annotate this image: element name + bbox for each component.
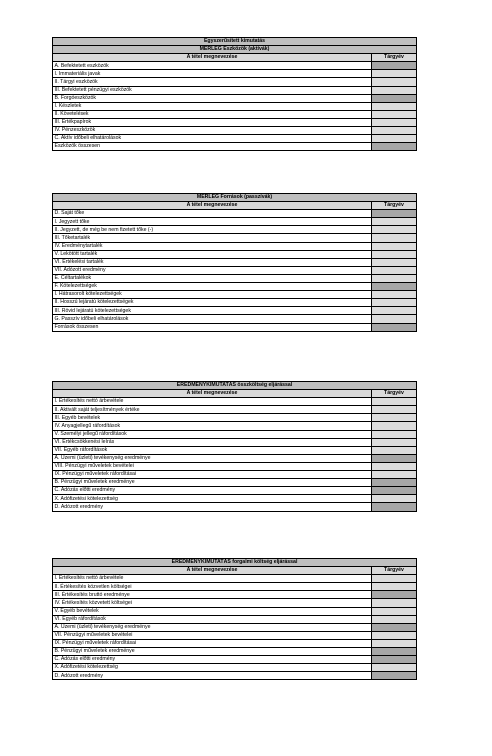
current-year-value-cell[interactable] (372, 446, 417, 454)
row-label: I. Készletek (53, 102, 372, 110)
row-label: E. Céltartalékok (53, 274, 372, 282)
table-row (53, 454, 417, 462)
row-label: F. Kötelezettségek (53, 283, 372, 291)
table-row (53, 398, 417, 406)
row-label: C. Adózás előtti eredmény (53, 656, 372, 664)
table-row (53, 86, 417, 94)
table-row (53, 274, 417, 282)
current-year-value-cell[interactable] (372, 291, 417, 299)
table-title-row (53, 382, 417, 390)
current-year-value-cell[interactable] (372, 487, 417, 495)
current-year-value-cell[interactable] (372, 118, 417, 126)
table-row (53, 503, 417, 511)
current-year-value-cell[interactable] (372, 234, 417, 242)
current-year-value-cell[interactable] (372, 454, 417, 462)
table-row (53, 495, 417, 503)
table-row (53, 623, 417, 631)
row-label: III. Egyéb bevételek (53, 414, 372, 422)
current-year-value-cell[interactable] (372, 599, 417, 607)
current-year-value-cell[interactable] (372, 127, 417, 135)
income-statement-total-cost-table (52, 381, 417, 512)
table-title-row (53, 559, 417, 567)
row-label: I. Értékesítés nettó árbevétele (53, 398, 372, 406)
row-label: III. Értékesítés bruttó eredménye (53, 591, 372, 599)
current-year-value-cell[interactable] (372, 315, 417, 323)
column-header-item-name: A tétel megnevezése (53, 54, 372, 62)
table-title: EREDMÉNYKIMUTATÁS forgalmi költség eljárással (53, 559, 417, 567)
table-row (53, 672, 417, 680)
table-row (53, 430, 417, 438)
row-label: IV. Anyagjellegű ráfordítások (53, 422, 372, 430)
row-label: IV. Eredménytartalék (53, 242, 372, 250)
row-label: VII. Egyéb ráfordítások (53, 446, 372, 454)
table-row (53, 591, 417, 599)
current-year-value-cell[interactable] (372, 307, 417, 315)
table-row (53, 94, 417, 102)
row-label: II. Jegyzett, de még be nem fizetett tőke (-) (53, 226, 372, 234)
table-row (53, 258, 417, 266)
column-header-row (53, 390, 417, 398)
row-label: A. Befektetett eszközök (53, 62, 372, 70)
current-year-value-cell[interactable] (372, 266, 417, 274)
table-row (53, 283, 417, 291)
current-year-value-cell[interactable] (372, 283, 417, 291)
row-label: VI. Egyéb ráfordítások (53, 615, 372, 623)
table-row (53, 615, 417, 623)
table-title-row (53, 194, 417, 202)
row-label: VI. Értékelési tartalék (53, 258, 372, 266)
row-label: VIII. Pénzügyi műveletek bevételei (53, 462, 372, 470)
column-header-current-year: Tárgyév (372, 390, 417, 398)
row-label: VII. Pénzügyi műveletek bevételei (53, 631, 372, 639)
table-row (53, 78, 417, 86)
current-year-value-cell[interactable] (372, 70, 417, 78)
current-year-value-cell[interactable] (372, 495, 417, 503)
current-year-value-cell[interactable] (372, 479, 417, 487)
current-year-value-cell[interactable] (372, 438, 417, 446)
table-row (53, 266, 417, 274)
column-header-current-year: Tárgyév (372, 567, 417, 575)
table-row (53, 307, 417, 315)
row-label: B. Forgóeszközök (53, 94, 372, 102)
current-year-value-cell[interactable] (372, 86, 417, 94)
table-row (53, 102, 417, 110)
table-row (53, 135, 417, 143)
current-year-value-cell[interactable] (372, 94, 417, 102)
row-label: II. Hosszú lejáratú kötelezettségek (53, 299, 372, 307)
row-label: I. Értékesítés nettó árbevétele (53, 575, 372, 583)
row-label: IV. Értékesítés közvetett költségei (53, 599, 372, 607)
table-title: Egyszerűsített kimutatás (53, 38, 417, 46)
current-year-value-cell[interactable] (372, 143, 417, 151)
column-header-row (53, 54, 417, 62)
table-row (53, 656, 417, 664)
table-row (53, 487, 417, 495)
table-row (53, 664, 417, 672)
current-year-value-cell[interactable] (372, 648, 417, 656)
row-label: D. Adózott eredmény (53, 672, 372, 680)
current-year-value-cell[interactable] (372, 503, 417, 511)
column-header-item-name: A tétel megnevezése (53, 567, 372, 575)
row-label: B. Pénzügyi műveletek eredménye (53, 479, 372, 487)
row-label: X. Adófizetési kötelezettség (53, 664, 372, 672)
column-header-item-name: A tétel megnevezése (53, 390, 372, 398)
row-label: III. Értékpapírok (53, 118, 372, 126)
current-year-value-cell[interactable] (372, 398, 417, 406)
current-year-value-cell[interactable] (372, 406, 417, 414)
table-row (53, 422, 417, 430)
table-row (53, 414, 417, 422)
row-label: V. Lekötött tartalék (53, 250, 372, 258)
table-row (53, 234, 417, 242)
current-year-value-cell[interactable] (372, 299, 417, 307)
row-label: III. Tőketartalék (53, 234, 372, 242)
table-title: MÉRLEG Források (passzívák) (53, 194, 417, 202)
row-label: X. Adófizetési kötelezettség (53, 495, 372, 503)
table-row (53, 315, 417, 323)
table-row (53, 143, 417, 151)
row-label: D. Saját tőke (53, 210, 372, 218)
row-label: G. Passzív időbeli elhatárolások (53, 315, 372, 323)
table-row (53, 648, 417, 656)
table-row (53, 438, 417, 446)
balance-sheet-assets-table (52, 37, 417, 151)
row-label: III. Befektetett pénzügyi eszközök (53, 86, 372, 94)
current-year-value-cell[interactable] (372, 639, 417, 647)
current-year-value-cell[interactable] (372, 242, 417, 250)
row-label: B. Pénzügyi műveletek eredménye (53, 648, 372, 656)
table-row (53, 599, 417, 607)
table-row (53, 583, 417, 591)
column-header-row (53, 202, 417, 210)
row-label: V. Egyéb bevételek (53, 607, 372, 615)
income-statement-sales-cost-table (52, 558, 417, 680)
row-label: I. Hátrasorolt kötelezettségek (53, 291, 372, 299)
current-year-value-cell[interactable] (372, 607, 417, 615)
row-label: C. Aktív időbeli elhatárolások (53, 135, 372, 143)
current-year-value-cell[interactable] (372, 430, 417, 438)
row-label: IX. Pénzügyi műveletek ráfordításai (53, 639, 372, 647)
table-row (53, 218, 417, 226)
current-year-value-cell[interactable] (372, 323, 417, 331)
column-header-row (53, 567, 417, 575)
table-row (53, 62, 417, 70)
row-label: C. Adózás előtti eredmény (53, 487, 372, 495)
table-row (53, 127, 417, 135)
row-label: II. Értékesítés közvetlen költségei (53, 583, 372, 591)
current-year-value-cell[interactable] (372, 250, 417, 258)
table-row (53, 479, 417, 487)
row-label: IV. Pénzeszközök (53, 127, 372, 135)
table-title: EREDMÉNYKIMUTATÁS összköltség eljárással (53, 382, 417, 390)
row-label: VII. Adózott eredmény (53, 266, 372, 274)
balance-sheet-liabilities-table (52, 193, 417, 332)
table-row (53, 471, 417, 479)
row-label: III. Rövid lejáratú kötelezettségek (53, 307, 372, 315)
current-year-value-cell[interactable] (372, 623, 417, 631)
table-row (53, 110, 417, 118)
current-year-value-cell[interactable] (372, 631, 417, 639)
current-year-value-cell[interactable] (372, 664, 417, 672)
table-row (53, 631, 417, 639)
current-year-value-cell[interactable] (372, 672, 417, 680)
current-year-value-cell[interactable] (372, 78, 417, 86)
table-row (53, 462, 417, 470)
table-row (53, 226, 417, 234)
table-row (53, 250, 417, 258)
table-row (53, 299, 417, 307)
current-year-value-cell[interactable] (372, 62, 417, 70)
table-row (53, 118, 417, 126)
column-header-current-year: Tárgyév (372, 54, 417, 62)
current-year-value-cell[interactable] (372, 210, 417, 218)
row-label: II. Követelések (53, 110, 372, 118)
table-title-row (53, 38, 417, 46)
current-year-value-cell[interactable] (372, 102, 417, 110)
table-row (53, 639, 417, 647)
row-label: A. Üzemi (üzleti) tevékenység eredménye (53, 454, 372, 462)
row-label: V. Személyi jellegű ráfordítások (53, 430, 372, 438)
current-year-value-cell[interactable] (372, 218, 417, 226)
current-year-value-cell[interactable] (372, 274, 417, 282)
current-year-value-cell[interactable] (372, 110, 417, 118)
current-year-value-cell[interactable] (372, 615, 417, 623)
current-year-value-cell[interactable] (372, 135, 417, 143)
current-year-value-cell[interactable] (372, 422, 417, 430)
current-year-value-cell[interactable] (372, 226, 417, 234)
current-year-value-cell[interactable] (372, 583, 417, 591)
current-year-value-cell[interactable] (372, 591, 417, 599)
column-header-current-year: Tárgyév (372, 202, 417, 210)
row-label: D. Adózott eredmény (53, 503, 372, 511)
column-header-item-name: A tétel megnevezése (53, 202, 372, 210)
current-year-value-cell[interactable] (372, 414, 417, 422)
row-label: I. Jegyzett tőke (53, 218, 372, 226)
row-label: A. Üzemi (üzleti) tevékenység eredménye (53, 623, 372, 631)
row-label: II. Tárgyi eszközök (53, 78, 372, 86)
current-year-value-cell[interactable] (372, 575, 417, 583)
table-row (53, 242, 417, 250)
table-row (53, 446, 417, 454)
table-row (53, 70, 417, 78)
row-label: IX. Pénzügyi műveletek ráfordításai (53, 471, 372, 479)
row-label: I. Immateriális javak (53, 70, 372, 78)
row-label: II. Aktivált saját teljesítmények értéke (53, 406, 372, 414)
table-title: MÉRLEG Eszközök (aktívák) (53, 46, 417, 54)
table-title-row (53, 46, 417, 54)
current-year-value-cell[interactable] (372, 656, 417, 664)
current-year-value-cell[interactable] (372, 471, 417, 479)
table-row (53, 607, 417, 615)
current-year-value-cell[interactable] (372, 258, 417, 266)
table-row (53, 291, 417, 299)
row-label: Források összesen (53, 323, 372, 331)
row-label: VI. Értékcsökkenési leírás (53, 438, 372, 446)
table-row (53, 210, 417, 218)
current-year-value-cell[interactable] (372, 462, 417, 470)
table-row (53, 323, 417, 331)
table-row (53, 406, 417, 414)
row-label: Eszközök összesen (53, 143, 372, 151)
table-row (53, 575, 417, 583)
